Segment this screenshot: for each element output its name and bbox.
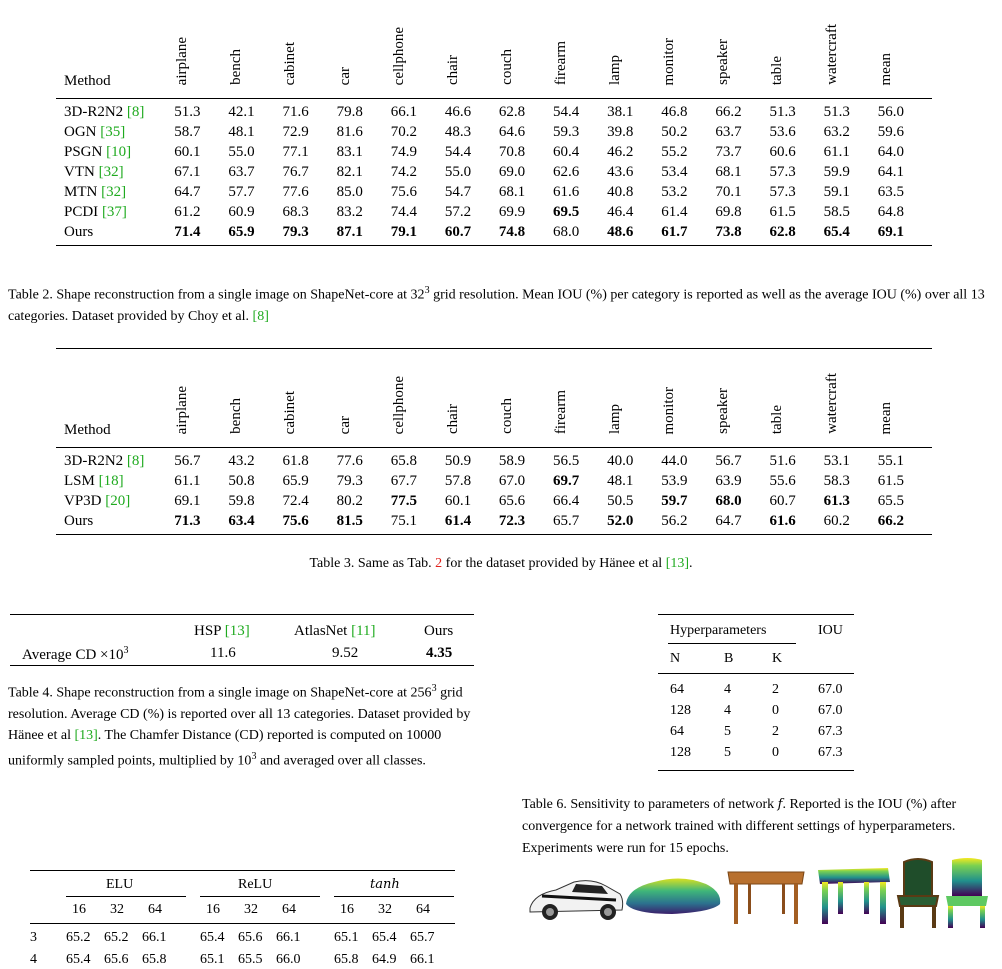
value-cell: 51.3	[769, 103, 796, 120]
table-row	[56, 471, 932, 491]
column-header-bench: bench	[228, 349, 282, 448]
value-cell: 81.6	[336, 123, 363, 140]
citation-link[interactable]: [8]	[126, 452, 145, 469]
value-cell: 40.0	[607, 452, 634, 469]
citation-link[interactable]: [32]	[101, 183, 127, 200]
value-cell: 64.6	[498, 123, 526, 140]
hyperparameter-value: 2	[772, 682, 779, 697]
value-cell: 57.3	[769, 183, 796, 200]
method-cell: Ours	[56, 222, 174, 246]
table-reconstruction-image	[818, 868, 890, 924]
column-header-cabinet: cabinet	[282, 0, 336, 99]
value-cell: 54.7	[444, 183, 472, 200]
value-cell: 75.6	[390, 183, 417, 200]
value-cell: 53.1	[823, 452, 850, 469]
method-cell: PCDI [37]	[64, 203, 127, 220]
k-header: K	[772, 651, 783, 666]
value-cell: 52.0	[607, 511, 661, 535]
value-cell: 63.4	[228, 511, 282, 535]
value-cell: 85.0	[336, 183, 363, 200]
method-cell: VTN [32]	[64, 163, 124, 180]
method-cell: MTN [32]	[64, 183, 127, 200]
value-cell: 69.9	[498, 203, 526, 220]
value-cell: 70.8	[498, 143, 526, 160]
value-cell: 71.3	[174, 511, 228, 535]
value-cell: 69.1	[878, 222, 932, 246]
value-cell: 59.8	[228, 492, 255, 509]
iou-value: 67.0	[818, 703, 843, 718]
value-cell: 53.2	[661, 183, 688, 200]
table-3	[56, 348, 932, 535]
value-cell: 64.1	[877, 163, 904, 180]
method-cell: 3D-R2N2 [8]	[64, 103, 145, 120]
value-cell: 69.1	[174, 492, 201, 509]
value-cell: 59.6	[877, 123, 904, 140]
sub-header: 16	[72, 902, 86, 917]
value-cell: 56.0	[877, 103, 904, 120]
column-header-table: table	[769, 0, 823, 99]
sub-header: 16	[340, 902, 354, 917]
value-cell: 48.3	[444, 123, 472, 140]
hyperparameter-value: 5	[724, 724, 731, 739]
relu-header: ReLU	[238, 877, 273, 892]
sub-header: 16	[206, 902, 220, 917]
citation-link[interactable]: [20]	[105, 492, 131, 509]
value-cell: 65.7	[410, 930, 435, 945]
value-cell: 64.0	[877, 143, 904, 160]
value-cell: 64.9	[372, 952, 397, 967]
value-cell: 70.1	[715, 183, 742, 200]
value-cell: 59.1	[823, 183, 850, 200]
value-cell: 79.8	[336, 103, 363, 120]
value-cell: 51.3	[174, 103, 201, 120]
elu-header: ELU	[106, 877, 134, 892]
method-cell: OGN [35]	[64, 123, 126, 140]
value-cell: 61.4	[661, 203, 688, 220]
column-header-monitor: monitor	[661, 349, 715, 448]
column-header-monitor: monitor	[661, 0, 715, 99]
sub-header: 32	[244, 902, 258, 917]
value-cell: 63.2	[823, 123, 850, 140]
iou-header: IOU	[818, 623, 843, 638]
value-cell: 77.5	[390, 492, 417, 509]
value-cell: 61.5	[877, 472, 904, 489]
table-2-caption: Table 2. Shape reconstruction from a single image on ShapeNet-core at $32^3$ grid resolution. Mean IOU (%) per category is reported as well as the average IOU (%) over all 13 categories. Dataset provided by Choy et al. [8]	[8, 285, 985, 324]
citation-link[interactable]: [32]	[98, 163, 124, 180]
citation-link[interactable]: [13]	[665, 556, 690, 571]
column-header-speaker: speaker	[715, 349, 769, 448]
value-cell: 65.6	[238, 930, 263, 945]
value-cell: 56.7	[715, 452, 742, 469]
ours-header: Ours	[424, 623, 454, 639]
value-cell: 60.9	[228, 203, 255, 220]
value-cell: 38.1	[607, 103, 634, 120]
table-3-header-row	[56, 349, 932, 448]
value-cell: 68.1	[498, 183, 526, 200]
value-cell: 71.4	[174, 222, 228, 246]
value-cell: 58.5	[823, 203, 850, 220]
value-cell: 65.4	[66, 952, 91, 967]
table-row	[56, 142, 932, 162]
value-cell: 65.5	[877, 492, 904, 509]
value-cell: 65.4	[372, 930, 397, 945]
table-row	[56, 182, 932, 202]
table-row	[56, 511, 932, 535]
value-cell: 61.6	[553, 183, 580, 200]
chair-photo-image	[898, 859, 938, 928]
value-cell: 63.7	[228, 163, 255, 180]
hyperparameter-value: 0	[772, 703, 779, 718]
value-cell: 65.1	[334, 930, 359, 945]
value-cell: 55.2	[661, 143, 688, 160]
value-cell: 74.9	[390, 143, 417, 160]
sub-header: 32	[110, 902, 124, 917]
table-6-caption: Table 6. Sensitivity to parameters of network f. Reported is the IOU (%) after convergence for a network trained with different settings of hyperparameters. Experiments were run for 15 epochs.	[522, 797, 957, 856]
value-cell: 59.3	[553, 123, 580, 140]
value-cell: 62.8	[498, 103, 526, 120]
table-5	[30, 870, 455, 969]
row-label: 3	[30, 930, 37, 945]
value-cell: 81.5	[337, 511, 391, 535]
table-row	[56, 491, 932, 511]
column-header-mean: mean	[878, 349, 932, 448]
value-cell: 77.6	[282, 183, 309, 200]
method-header: Method	[56, 349, 174, 448]
value-cell: 65.1	[200, 952, 225, 967]
tanh-header: tanh	[370, 877, 400, 892]
sub-header: 64	[282, 902, 296, 917]
hyperparameter-value: 5	[724, 745, 731, 760]
table-6	[658, 614, 854, 771]
value-cell: 75.6	[282, 511, 336, 535]
value-cell: 79.3	[282, 222, 336, 246]
value-cell: 65.8	[390, 452, 417, 469]
column-header-lamp: lamp	[607, 349, 661, 448]
value-cell: 54.4	[553, 103, 580, 120]
value-cell: 54.4	[444, 143, 472, 160]
hyperparameter-value: 4	[724, 703, 731, 718]
value-cell: 60.4	[553, 143, 580, 160]
column-header-watercraft: watercraft	[824, 349, 878, 448]
value-cell: 57.7	[228, 183, 255, 200]
value-cell: 65.6	[498, 492, 526, 509]
table-4	[10, 614, 474, 666]
value-cell: 48.1	[228, 123, 255, 140]
column-header-airplane: airplane	[174, 349, 228, 448]
value-cell: 71.6	[282, 103, 309, 120]
column-header-mean: mean	[878, 0, 932, 99]
sub-header: 64	[148, 902, 162, 917]
column-header-table: table	[769, 349, 823, 448]
value-cell: 73.7	[715, 143, 742, 160]
hyperparameter-value: 128	[670, 745, 691, 760]
value-cell: 68.3	[282, 203, 309, 220]
value-cell: 58.9	[498, 452, 526, 469]
method-cell: VP3D [20]	[64, 492, 131, 509]
citation-link[interactable]: [10]	[106, 143, 132, 160]
value-cell: 53.6	[769, 123, 796, 140]
n-header: N	[670, 651, 681, 666]
value-cell: 72.3	[499, 511, 553, 535]
value-cell: 60.7	[769, 492, 796, 509]
value-cell: 53.4	[661, 163, 688, 180]
hsp-header: HSP [13]	[194, 623, 250, 639]
sub-header: 32	[378, 902, 392, 917]
value-cell: 62.8	[769, 222, 823, 246]
citation-link[interactable]: [13]	[74, 727, 98, 743]
value-cell: 55.0	[444, 163, 472, 180]
value-cell: 57.8	[444, 472, 472, 489]
value-cell: 69.8	[715, 203, 742, 220]
value-cell: 63.5	[877, 183, 904, 200]
column-header-cellphone: cellphone	[391, 0, 445, 99]
value-cell: 66.2	[878, 511, 932, 535]
column-header-car: car	[337, 349, 391, 448]
table-row	[56, 222, 932, 246]
column-header-cellphone: cellphone	[391, 349, 445, 448]
value-cell: 67.0	[498, 472, 526, 489]
value-cell: 57.2	[444, 203, 472, 220]
value-cell: 65.7	[553, 511, 607, 535]
value-cell: 73.8	[715, 222, 769, 246]
value-cell: 65.4	[824, 222, 878, 246]
b-header: B	[724, 651, 734, 666]
column-header-airplane: airplane	[174, 0, 228, 99]
car-photo-image	[530, 881, 623, 920]
hyperparameter-value: 4	[724, 682, 731, 697]
table-ref-link[interactable]: 2	[435, 556, 443, 571]
value-cell: 69.5	[553, 203, 580, 220]
value-cell: 51.3	[823, 103, 850, 120]
hyperparameter-value: 64	[670, 682, 684, 697]
column-header-lamp: lamp	[607, 0, 661, 99]
value-cell: 65.9	[282, 472, 309, 489]
atlasnet-value: 9.52	[332, 645, 359, 661]
column-header-speaker: speaker	[715, 0, 769, 99]
column-header-chair: chair	[445, 349, 499, 448]
value-cell: 63.7	[715, 123, 742, 140]
citation-link[interactable]: [37]	[101, 203, 127, 220]
value-cell: 46.6	[444, 103, 472, 120]
value-cell: 65.6	[104, 952, 129, 967]
value-cell: 50.8	[228, 472, 255, 489]
value-cell: 72.4	[282, 492, 309, 509]
hyperparameter-value: 0	[772, 745, 779, 760]
table-2	[56, 0, 932, 246]
value-cell: 77.1	[282, 143, 309, 160]
value-cell: 74.4	[390, 203, 417, 220]
citation-link[interactable]: [8]	[126, 103, 145, 120]
citation-link[interactable]: [35]	[100, 123, 126, 140]
value-cell: 50.2	[661, 123, 688, 140]
value-cell: 64.8	[877, 203, 904, 220]
value-cell: 40.8	[607, 183, 634, 200]
method-cell: 3D-R2N2 [8]	[64, 452, 145, 469]
value-cell: 79.1	[391, 222, 445, 246]
table-row	[56, 448, 932, 472]
column-header-couch: couch	[499, 349, 553, 448]
table-3-caption: Table 3. Same as Tab. 2 for the dataset provided by Hänee et al [13].	[309, 556, 693, 571]
value-cell: 56.7	[174, 452, 201, 469]
value-cell: 55.0	[228, 143, 255, 160]
value-cell: 65.9	[228, 222, 282, 246]
row-label: Average CD $\times 10^3$	[22, 645, 129, 663]
value-cell: 87.1	[337, 222, 391, 246]
column-header-watercraft: watercraft	[824, 0, 878, 99]
figure-thumbnails	[522, 856, 996, 934]
value-cell: 61.2	[174, 203, 201, 220]
value-cell: 56.2	[661, 511, 715, 535]
hyperparameters-header: Hyperparameters	[670, 623, 767, 638]
value-cell: 65.8	[142, 952, 167, 967]
value-cell: 66.0	[276, 952, 301, 967]
value-cell: 61.3	[823, 492, 850, 509]
value-cell: 74.2	[390, 163, 417, 180]
value-cell: 65.5	[238, 952, 263, 967]
method-cell: PSGN [10]	[64, 143, 132, 160]
value-cell: 50.5	[607, 492, 634, 509]
iou-value: 67.0	[818, 682, 843, 697]
value-cell: 70.2	[390, 123, 417, 140]
column-header-couch: couch	[499, 0, 553, 99]
value-cell: 74.8	[499, 222, 553, 246]
value-cell: 68.0	[715, 492, 742, 509]
value-cell: 58.7	[174, 123, 201, 140]
value-cell: 61.5	[769, 203, 796, 220]
value-cell: 65.8	[334, 952, 359, 967]
value-cell: 64.7	[174, 183, 201, 200]
value-cell: 65.4	[200, 930, 225, 945]
value-cell: 59.7	[661, 492, 688, 509]
chair-reconstruction-image	[946, 858, 988, 928]
value-cell: 59.9	[823, 163, 850, 180]
value-cell: 55.6	[769, 472, 796, 489]
value-cell: 48.6	[607, 222, 661, 246]
value-cell: 60.2	[824, 511, 878, 535]
value-cell: 56.5	[553, 452, 580, 469]
method-cell: Ours	[56, 511, 174, 535]
method-cell: LSM [18]	[64, 472, 124, 489]
value-cell: 46.8	[661, 103, 688, 120]
value-cell: 39.8	[607, 123, 634, 140]
value-cell: 72.9	[282, 123, 309, 140]
table-row	[56, 99, 932, 123]
value-cell: 61.8	[282, 452, 309, 469]
citation-link[interactable]: [8]	[252, 308, 269, 324]
value-cell: 63.9	[715, 472, 742, 489]
value-cell: 67.1	[174, 163, 201, 180]
value-cell: 51.6	[769, 452, 796, 469]
value-cell: 64.7	[715, 511, 769, 535]
value-cell: 61.4	[445, 511, 499, 535]
hyperparameter-value: 2	[772, 724, 779, 739]
value-cell: 61.1	[823, 143, 850, 160]
table-4-caption: Table 4. Shape reconstruction from a single image on ShapeNet-core at $256^3$ grid resolution. Average CD (%) is reported over all 13 categories. Dataset provided by Hänee et al [13]. The Chamfer Distance (CD) reported is computed on 10000 uniformly sampled points, multiplied by $10^3$ and averaged over all classes.	[8, 683, 471, 769]
value-cell: 83.2	[336, 203, 363, 220]
value-cell: 69.0	[498, 163, 526, 180]
value-cell: 66.1	[276, 930, 301, 945]
value-cell: 79.3	[336, 472, 363, 489]
method-header: Method	[56, 0, 174, 99]
value-cell: 77.6	[336, 452, 363, 469]
table-row	[56, 122, 932, 142]
value-cell: 44.0	[661, 452, 688, 469]
value-cell: 57.3	[769, 163, 796, 180]
value-cell: 60.1	[444, 492, 472, 509]
column-header-car: car	[337, 0, 391, 99]
table-row	[56, 162, 932, 182]
value-cell: 83.1	[336, 143, 363, 160]
value-cell: 62.6	[553, 163, 580, 180]
car-reconstruction-image	[626, 878, 720, 914]
value-cell: 66.4	[553, 492, 580, 509]
value-cell: 53.9	[661, 472, 688, 489]
row-label: 4	[30, 952, 37, 967]
value-cell: 46.4	[607, 203, 634, 220]
column-header-chair: chair	[445, 0, 499, 99]
value-cell: 76.7	[282, 163, 309, 180]
value-cell: 65.2	[66, 930, 91, 945]
value-cell: 42.1	[228, 103, 255, 120]
table-row	[56, 202, 932, 222]
table-photo-image	[728, 872, 804, 924]
value-cell: 48.1	[607, 472, 634, 489]
value-cell: 65.2	[104, 930, 129, 945]
table-2-header-row	[56, 0, 932, 99]
value-cell: 60.1	[174, 143, 201, 160]
ours-value: 4.35	[426, 645, 453, 661]
iou-value: 67.3	[818, 745, 843, 760]
value-cell: 61.7	[661, 222, 715, 246]
column-header-firearm: firearm	[553, 0, 607, 99]
value-cell: 67.7	[390, 472, 417, 489]
value-cell: 50.9	[444, 452, 472, 469]
hyperparameter-value: 64	[670, 724, 684, 739]
hsp-value: 11.6	[210, 645, 236, 661]
value-cell: 43.2	[228, 452, 255, 469]
column-header-firearm: firearm	[553, 349, 607, 448]
value-cell: 58.3	[823, 472, 850, 489]
value-cell: 66.1	[142, 930, 167, 945]
column-header-cabinet: cabinet	[282, 349, 336, 448]
value-cell: 55.1	[877, 452, 904, 469]
value-cell: 68.1	[715, 163, 742, 180]
value-cell: 66.2	[715, 103, 742, 120]
value-cell: 68.0	[553, 222, 607, 246]
value-cell: 60.7	[445, 222, 499, 246]
atlasnet-header: AtlasNet [11]	[294, 623, 376, 639]
value-cell: 43.6	[607, 163, 634, 180]
hyperparameter-value: 128	[670, 703, 691, 718]
value-cell: 61.1	[174, 472, 201, 489]
value-cell: 69.7	[553, 472, 580, 489]
value-cell: 82.1	[336, 163, 363, 180]
value-cell: 46.2	[607, 143, 634, 160]
value-cell: 66.1	[410, 952, 435, 967]
citation-link[interactable]: [18]	[98, 472, 124, 489]
column-header-bench: bench	[228, 0, 282, 99]
value-cell: 60.6	[769, 143, 796, 160]
value-cell: 80.2	[336, 492, 363, 509]
sub-header: 64	[416, 902, 430, 917]
value-cell: 61.6	[769, 511, 823, 535]
value-cell: 75.1	[391, 511, 445, 535]
iou-value: 67.3	[818, 724, 843, 739]
value-cell: 66.1	[390, 103, 417, 120]
